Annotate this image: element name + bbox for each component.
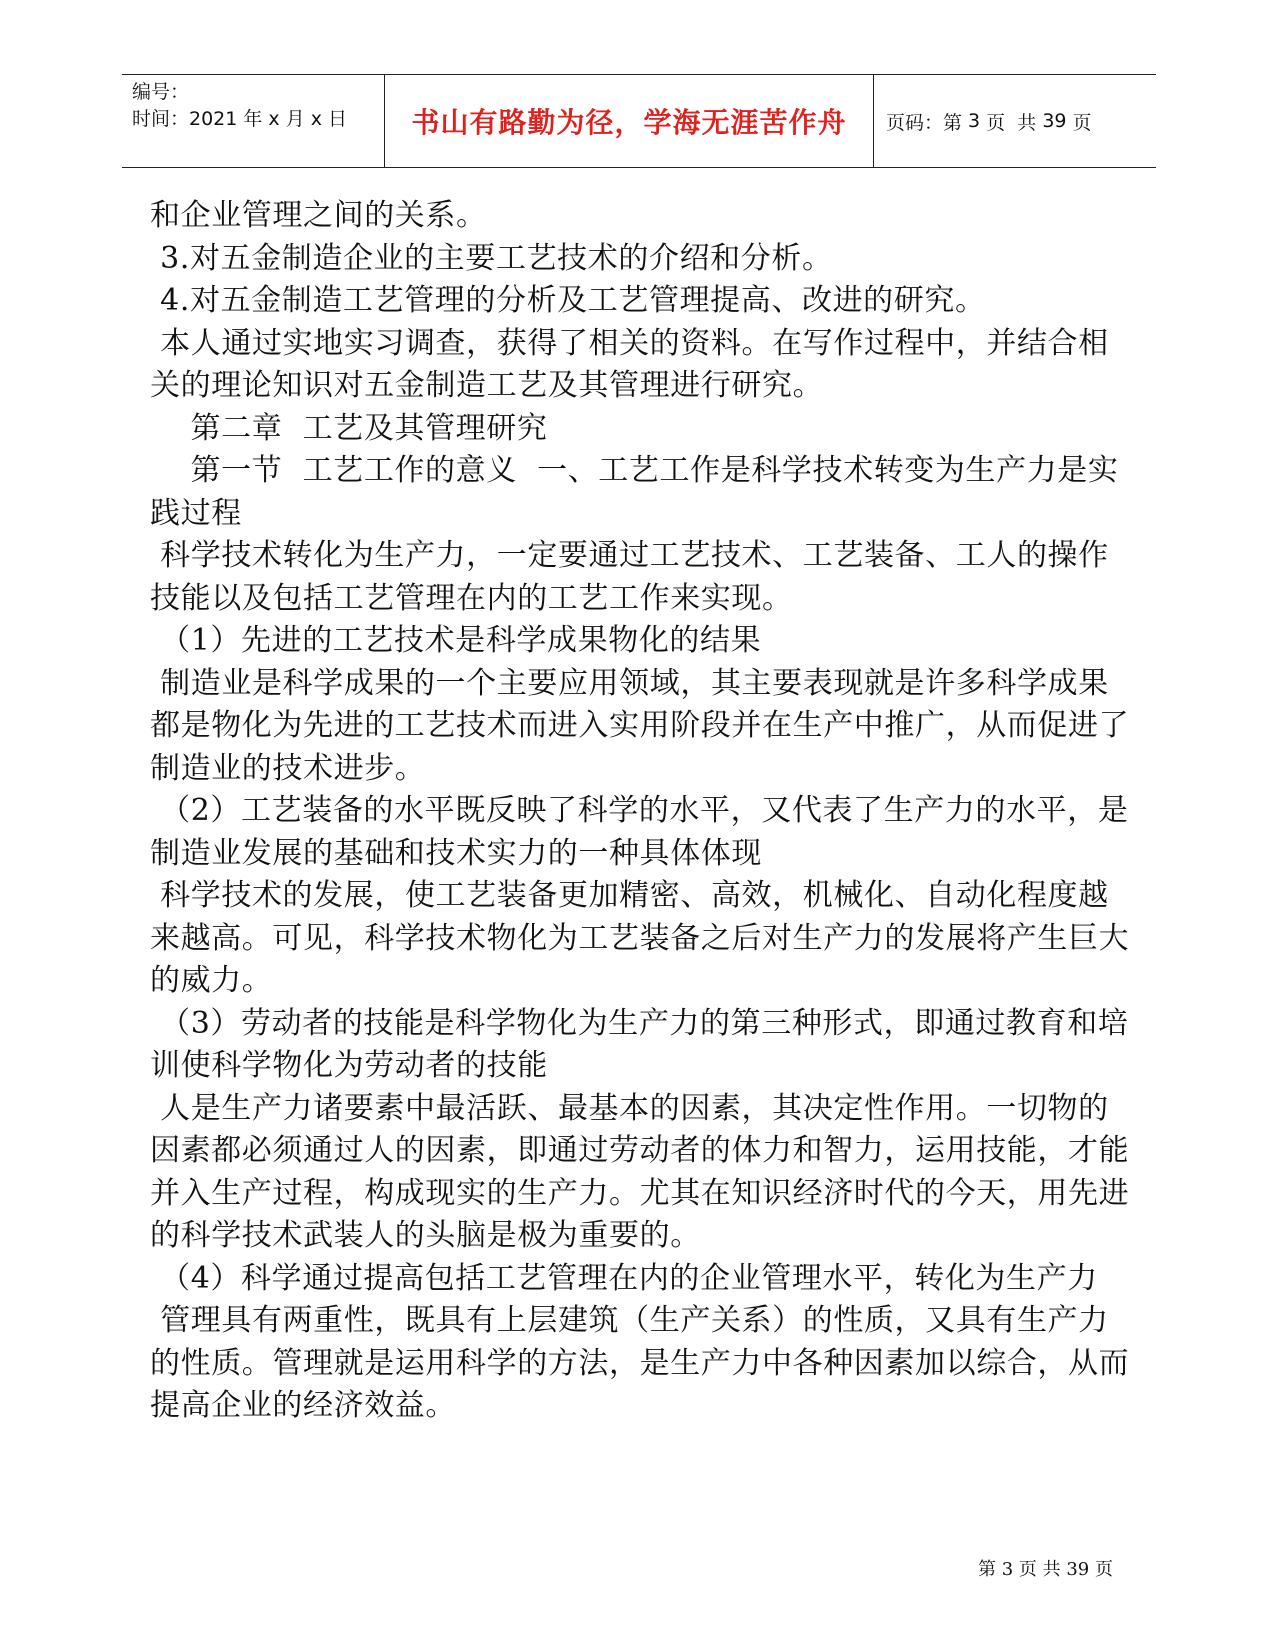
paragraph: 人是生产力诸要素中最活跃、最基本的因素，其决定性作用。一切物的因素都必须通过人的因素，即通过劳动者的体力和智力，运用技能，才能并入生产过程，构成现实的生产力。尤其在知识经济时代的今天，用先进的科学技术武装人的头脑是极为重要的。	[150, 1090, 1130, 1253]
page-total: 39	[1042, 110, 1067, 132]
paragraph: 科学技术的发展，使工艺装备更加精密、高效，机械化、自动化程度越来越高。可见，科学技术物化为工艺装备之后对生产力的发展将产生巨大的威力。	[150, 878, 1130, 998]
paragraph: 制造业是科学成果的一个主要应用领域，其主要表现就是许多科学成果都是物化为先进的工艺技术而进入实用阶段并在生产中推广，从而促进了制造业的技术进步。	[150, 665, 1130, 786]
page-footer: 第 3 页 共 39 页	[978, 1559, 1113, 1580]
subheading: （4）科学通过提高包括工艺管理在内的企业管理水平，转化为生产力	[150, 1260, 1098, 1296]
page-suffix: 页	[1066, 111, 1092, 134]
subheading: （3）劳动者的技能是科学物化为生产力的第三种形式，即通过教育和培训使科学物化为劳动者的技能	[150, 1005, 1129, 1083]
header-meta-cell	[122, 75, 385, 167]
paragraph: 本人通过实地实习调查，获得了相关的资料。在写作过程中，并结合相关的理论知识对五金制造工艺及其管理进行研究。	[150, 325, 1109, 403]
paragraph: 科学技术转化为生产力，一定要通过工艺技术、工艺装备、工人的操作技能以及包括工艺管理在内的工艺工作来实现。	[150, 538, 1109, 616]
paragraph: 和企业管理之间的关系。	[150, 198, 487, 233]
page-number: 3	[968, 110, 981, 132]
header-page-cell	[874, 75, 1156, 167]
paragraph: 3.对五金制造企业的主要工艺技术的介绍和分析。	[150, 240, 833, 276]
document-body	[150, 195, 1130, 1428]
header-motto-cell	[385, 75, 874, 167]
page-prefix: 页码：第	[886, 111, 969, 134]
subheading: （2）工艺装备的水平既反映了科学的水平，又代表了生产力的水平，是制造业发展的基础和技术实力的一种具体体现	[150, 793, 1129, 871]
paragraph: 管理具有两重性，既具有上层建筑（生产关系）的性质，又具有生产力的性质。管理就是运用科学的方法，是生产力中各种因素加以综合，从而提高企业的经济效益。	[150, 1303, 1130, 1423]
chapter-heading: 第二章 工艺及其管理研究	[150, 410, 548, 446]
page-header	[122, 74, 1156, 168]
subheading: （1）先进的工艺技术是科学成果物化的结果	[150, 623, 762, 658]
serial-number-label: 编号：	[132, 81, 190, 103]
section-heading: 第一节 工艺工作的意义 一、工艺工作是科学技术转变为生产力是实践过程	[150, 453, 1119, 531]
motto-text: 书山有路勤为径，学海无涯苦作舟	[411, 106, 847, 139]
paragraph: 4.对五金制造工艺管理的分析及工艺管理提高、改进的研究。	[150, 283, 986, 318]
page-mid: 页 共	[980, 111, 1043, 134]
date-label: 时间：2021 年 x 月 x 日	[132, 108, 348, 130]
